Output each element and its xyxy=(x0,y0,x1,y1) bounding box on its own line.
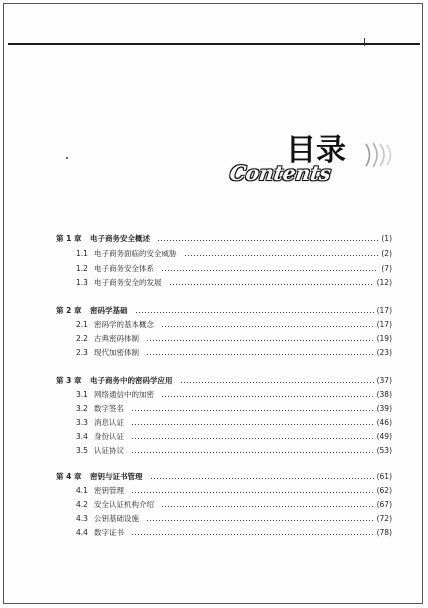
toc-entry-number: 4.4 xyxy=(76,528,88,537)
dot-leader xyxy=(131,452,374,453)
toc-entry-title: 网络通信中的加密 xyxy=(94,390,154,399)
toc-entry-title: 公钥基础设施 xyxy=(94,514,139,523)
toc-entry-number: 第 2 章 xyxy=(56,306,82,315)
toc-page-number: (12) xyxy=(376,278,392,287)
dot-leader xyxy=(146,354,374,355)
toc-section-entry xyxy=(76,416,392,430)
dot-leader xyxy=(131,492,374,493)
dot-leader xyxy=(146,520,374,521)
toc-entry-title: 密钥与证书管理 xyxy=(90,472,143,481)
toc-page-number: (17) xyxy=(376,320,392,329)
toc-page-number: (49) xyxy=(376,432,392,441)
title-chinese: 目录 xyxy=(286,133,346,168)
toc-entry-title: 密钥管理 xyxy=(94,486,124,495)
toc-page-number: (23) xyxy=(376,348,392,357)
toc-page-number: (39) xyxy=(376,404,392,413)
toc-section-entry xyxy=(76,388,392,402)
scan-speck xyxy=(66,157,68,159)
toc-entry-number: 第 3 章 xyxy=(56,376,82,385)
toc-entry-number: 2.2 xyxy=(76,334,88,343)
toc-page-number: (38) xyxy=(376,390,392,399)
toc-section-entry xyxy=(76,318,392,332)
toc-page-number: (67) xyxy=(376,500,392,509)
contents-title-block xyxy=(230,134,390,194)
toc-page-number: (2) xyxy=(381,249,392,258)
toc-page-number: (78) xyxy=(376,528,392,537)
dot-leader xyxy=(169,284,374,285)
toc-entry-title: 身份认证 xyxy=(94,432,124,441)
toc-section-entry xyxy=(76,498,392,512)
toc-section-entry xyxy=(76,247,392,261)
title-english: Contents xyxy=(228,161,333,185)
toc-entry-title: 电子商务中的密码学应用 xyxy=(90,376,173,385)
toc-chapter-entry xyxy=(56,374,392,388)
toc-entry-title: 电子商务面临的安全威胁 xyxy=(94,249,177,258)
toc-section-entry xyxy=(76,262,392,276)
header-rule xyxy=(8,43,420,45)
toc-entry-number: 3.4 xyxy=(76,432,88,441)
toc-section-entry xyxy=(76,444,392,458)
toc-entry-number: 4.3 xyxy=(76,514,88,523)
toc-entry-number: 3.5 xyxy=(76,446,88,455)
dot-leader xyxy=(131,424,374,425)
toc-entry-title: 电子商务安全体系 xyxy=(94,264,154,273)
dot-leader xyxy=(161,326,374,327)
toc-entry-number: 4.1 xyxy=(76,486,88,495)
dot-leader xyxy=(131,410,374,411)
toc-page-number: (1) xyxy=(381,234,392,243)
toc-entry-title: 数字签名 xyxy=(94,404,124,413)
dot-leader xyxy=(131,438,374,439)
toc-entry-number: 3.1 xyxy=(76,390,88,399)
dot-leader xyxy=(150,478,374,479)
toc-chapter-entry xyxy=(56,470,392,484)
toc-page-number: (37) xyxy=(376,376,392,385)
toc-entry-number: 4.2 xyxy=(76,500,88,509)
toc-entry-title: 电子商务安全概述 xyxy=(90,234,150,243)
header-rule-tick xyxy=(364,38,365,46)
dot-leader xyxy=(131,534,374,535)
toc-chapter-entry xyxy=(56,304,392,318)
toc-entry-title: 电子商务安全的发展 xyxy=(94,278,162,287)
toc-page-number: (46) xyxy=(376,418,392,427)
toc-entry-number: 第 1 章 xyxy=(56,234,82,243)
toc-entry-number: 3.2 xyxy=(76,404,88,413)
toc-entry-title: 认证协议 xyxy=(94,446,124,455)
toc-page-number: (17) xyxy=(376,306,392,315)
dot-leader xyxy=(161,396,374,397)
toc-entry-number: 2.3 xyxy=(76,348,88,357)
toc-page-number: (53) xyxy=(376,446,392,455)
dot-leader xyxy=(180,382,374,383)
toc-section-entry xyxy=(76,526,392,540)
toc-entry-title: 古典密码体制 xyxy=(94,334,139,343)
toc-entry-number: 2.1 xyxy=(76,320,88,329)
dot-leader xyxy=(161,270,378,271)
toc-entry-number: 1.3 xyxy=(76,278,88,287)
toc-entry-title: 安全认证机构介绍 xyxy=(94,500,154,509)
toc-page-number: (62) xyxy=(376,486,392,495)
toc-section-entry xyxy=(76,332,392,346)
dot-leader xyxy=(157,240,378,241)
toc-section-entry xyxy=(76,276,392,290)
toc-entry-number: 1.1 xyxy=(76,249,88,258)
toc-entry-number: 第 4 章 xyxy=(56,472,82,481)
toc-page-number: (7) xyxy=(381,264,392,273)
toc-entry-title: 消息认证 xyxy=(94,418,124,427)
toc-entry-number: 3.3 xyxy=(76,418,88,427)
toc-section-entry xyxy=(76,346,392,360)
toc-section-entry xyxy=(76,512,392,526)
toc-entry-title: 密码学的基本概念 xyxy=(94,320,154,329)
dot-leader xyxy=(161,506,374,507)
toc-page-number: (72) xyxy=(376,514,392,523)
dot-leader xyxy=(184,255,379,256)
toc-entry-title: 现代加密体制 xyxy=(94,348,139,357)
dot-leader xyxy=(146,340,374,341)
toc-section-entry xyxy=(76,430,392,444)
dot-leader xyxy=(135,312,374,313)
decorative-arcs-icon xyxy=(362,140,398,170)
toc-entry-title: 数字证书 xyxy=(94,528,124,537)
toc-page-number: (19) xyxy=(376,334,392,343)
document-page xyxy=(3,3,423,604)
toc-chapter-entry xyxy=(56,232,392,246)
toc-page-number: (61) xyxy=(376,472,392,481)
toc-section-entry xyxy=(76,402,392,416)
toc-entry-title: 密码学基础 xyxy=(90,306,128,315)
toc-section-entry xyxy=(76,484,392,498)
toc-entry-number: 1.2 xyxy=(76,264,88,273)
